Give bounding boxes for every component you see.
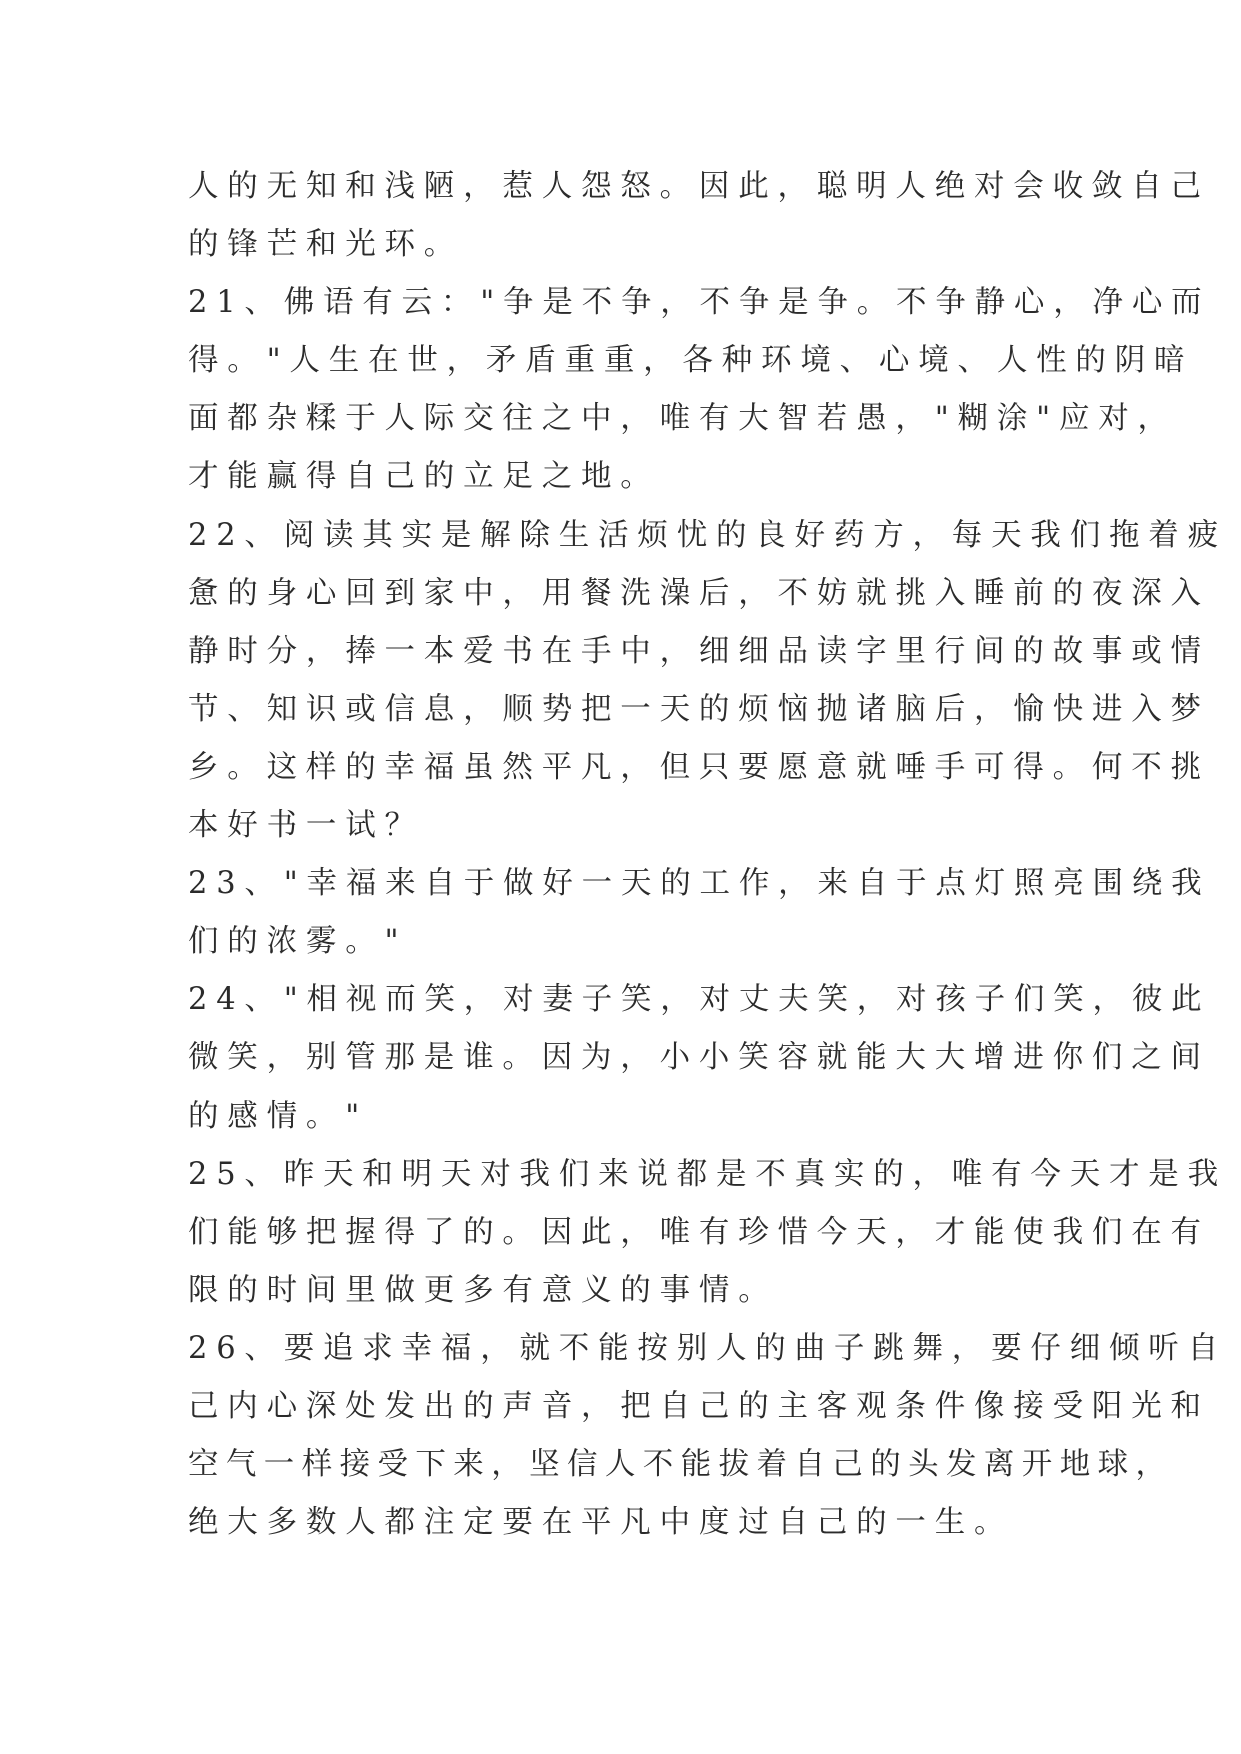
text-line: 己内心深处发出的声音，把自己的主客观条件像接受阳光和 <box>188 1388 1210 1424</box>
text-line: 们能够把握得了的。因此，唯有珍惜今天，才能使我们在有 <box>188 1214 1210 1250</box>
text-line: 绝大多数人都注定要在平凡中度过自己的一生。 <box>188 1505 1014 1541</box>
text-line: 微笑，别管那是谁。因为，小小笑容就能大大增进你们之间 <box>188 1040 1210 1076</box>
text-line: 25、昨天和明天对我们来说都是不真实的，唯有今天才是我 <box>188 1156 1227 1192</box>
text-line: 限的时间里做更多有意义的事情。 <box>188 1272 778 1308</box>
text-line: 面都杂糅于人际交往之中，唯有大智若愚，"糊涂"应对， <box>188 401 1177 437</box>
text-line: 们的浓雾。" <box>188 924 408 960</box>
text-line: 静时分，捧一本爱书在手中，细细品读字里行间的故事或情 <box>188 633 1210 669</box>
text-line: 22、阅读其实是解除生活烦忧的良好药方，每天我们拖着疲 <box>188 517 1227 553</box>
text-line: 才能赢得自己的立足之地。 <box>188 459 660 495</box>
text-line: 惫的身心回到家中，用餐洗澡后，不妨就挑入睡前的夜深入 <box>188 575 1210 611</box>
text-line: 26、要追求幸福，就不能按别人的曲子跳舞，要仔细倾听自 <box>188 1330 1227 1366</box>
text-line: 空气一样接受下来，坚信人不能拔着自己的头发离开地球， <box>188 1447 1174 1483</box>
text-line: 23、"幸福来自于做好一天的工作，来自于点灯照亮围绕我 <box>188 866 1211 902</box>
text-line: 节、知识或信息，顺势把一天的烦恼抛诸脑后，愉快进入梦 <box>188 691 1210 727</box>
text-line: 21、佛语有云："争是不争，不争是争。不争静心，净心而 <box>188 285 1211 321</box>
text-line: 24、"相视而笑，对妻子笑，对丈夫笑，对孩子们笑，彼此 <box>188 982 1211 1018</box>
text-line: 乡。这样的幸福虽然平凡，但只要愿意就唾手可得。何不挑 <box>188 749 1210 785</box>
text-line: 的感情。" <box>188 1098 369 1134</box>
text-line: 人的无知和浅陋，惹人怨怒。因此，聪明人绝对会收敛自己 <box>188 169 1210 204</box>
document-body <box>188 158 1227 1552</box>
text-line: 得。"人生在世，矛盾重重，各种环境、心境、人性的阴暗 <box>188 343 1194 379</box>
text-line: 的锋芒和光环。 <box>188 227 464 263</box>
text-line: 本好书一试？ <box>188 808 424 844</box>
